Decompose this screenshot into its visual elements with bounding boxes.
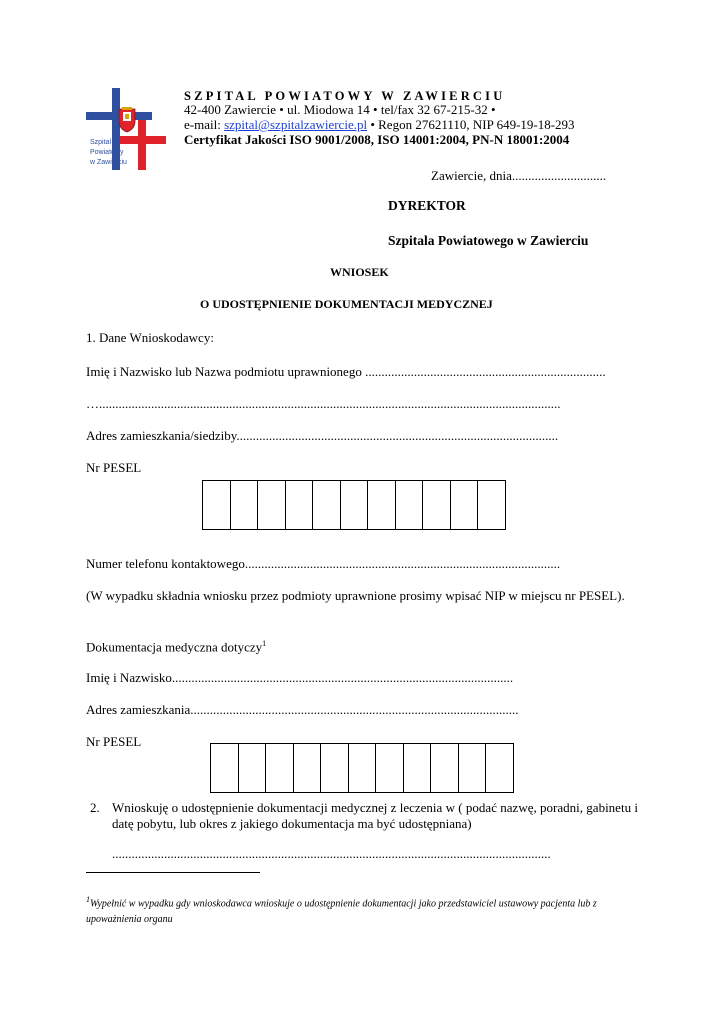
patient-name-field: Imię i Nazwisko.........................................................................................................: [86, 670, 514, 685]
pesel-digit-box[interactable]: [430, 744, 458, 792]
certificate-line: Certyfikat Jakości ISO 9001/2008, ISO 14001:2004, PN-N 18001:2004: [184, 132, 570, 147]
form-title: WNIOSEK: [330, 265, 389, 279]
pesel-digit-box[interactable]: [450, 481, 478, 529]
pesel-digit-box[interactable]: [203, 481, 230, 529]
logo-line1: Szpital: [90, 139, 112, 146]
pesel-digit-box[interactable]: [375, 744, 403, 792]
pesel-digit-box[interactable]: [367, 481, 395, 529]
footnote-text: Wypełnić w wypadku gdy wnioskodawca wnioskuje o udostępnienie dokumentacji jako przedstawiciel ustawowy pacjenta lub z upoważnienia organu: [86, 898, 597, 926]
footnote-divider: [86, 872, 260, 873]
pesel-digit-box[interactable]: [257, 481, 285, 529]
hospital-logo: [86, 88, 166, 170]
pesel-digit-box[interactable]: [285, 481, 313, 529]
applicant-name-field: Imię i Nazwisko lub Nazwa podmiotu uprawnionego ..........................................................................: [86, 364, 606, 379]
logo-line2: Powiatowy: [90, 149, 124, 156]
pesel-digit-box[interactable]: [395, 481, 423, 529]
patient-pesel-label: Nr PESEL: [86, 734, 142, 749]
pesel-digit-box[interactable]: [458, 744, 486, 792]
patient-pesel-boxes: [210, 743, 514, 793]
email-label: e-mail:: [184, 117, 225, 132]
pesel-digit-box[interactable]: [340, 481, 368, 529]
footnote: [86, 892, 646, 928]
applicant-pesel-label: Nr PESEL: [86, 460, 142, 475]
footnote-number: 1: [86, 895, 90, 904]
section2-text: Wnioskuję o udostępnienie dokumentacji medycznej z leczenia w ( podać nazwę, poradni, gabinetu i datę pobytu, lub okres z jakiego dokumentacja ma być udostępniana): [112, 800, 638, 831]
pesel-digit-box[interactable]: [477, 481, 505, 529]
pesel-digit-box[interactable]: [403, 744, 431, 792]
email-link[interactable]: szpital@szpitalzawiercie.pl: [224, 117, 368, 132]
pesel-digit-box[interactable]: [348, 744, 376, 792]
section2-dotted-line: .......................................................................................................................................: [112, 846, 551, 861]
recipient-title: DYREKTOR: [388, 198, 466, 213]
patient-address-field: Adres zamieszkania.....................................................................................................: [86, 702, 519, 717]
documentation-for-label: Dokumentacja medyczna dotyczy: [86, 639, 263, 655]
regon-nip: • Regon 27621110, NIP 649-19-18-293: [367, 117, 575, 132]
logo-line3: w Zawierciu: [90, 159, 127, 166]
nip-note: (W wypadku składnia wniosku przez podmioty uprawnione prosimy wpisać NIP w miejscu nr PESEL).: [86, 588, 625, 603]
contact-line: [184, 117, 575, 133]
pesel-digit-box[interactable]: [238, 744, 266, 792]
pesel-digit-box[interactable]: [230, 481, 258, 529]
applicant-name-continuation: …..............................................................................................................................................: [86, 396, 561, 411]
pesel-digit-box[interactable]: [320, 744, 348, 792]
date-line: Zawiercie, dnia.............................: [431, 168, 607, 183]
documentation-for: [86, 636, 266, 655]
applicant-pesel-boxes: [202, 480, 506, 530]
footnote-ref: 1: [262, 639, 267, 648]
section2-number: 2.: [90, 800, 100, 815]
form-subtitle: O UDOSTĘPNIENIE DOKUMENTACJI MEDYCZNEJ: [200, 297, 493, 311]
coat-of-arms-icon: [119, 107, 135, 132]
hospital-address: 42-400 Zawiercie • ul. Miodowa 14 • tel/fax 32 67-215-32 •: [184, 102, 496, 117]
pesel-digit-box[interactable]: [293, 744, 321, 792]
pesel-digit-box[interactable]: [265, 744, 293, 792]
pesel-digit-box[interactable]: [312, 481, 340, 529]
pesel-digit-box[interactable]: [485, 744, 513, 792]
applicant-address-field: Adres zamieszkania/siedziby...................................................................................................: [86, 428, 559, 443]
pesel-digit-box[interactable]: [211, 744, 238, 792]
pesel-digit-box[interactable]: [422, 481, 450, 529]
phone-field: Numer telefonu kontaktowego.................................................................................................: [86, 556, 561, 571]
hospital-name: SZPITAL POWIATOWY W ZAWIERCIU: [184, 89, 506, 103]
section1-heading: 1. Dane Wnioskodawcy:: [86, 330, 214, 345]
recipient-name: Szpitala Powiatowego w Zawierciu: [388, 233, 589, 248]
